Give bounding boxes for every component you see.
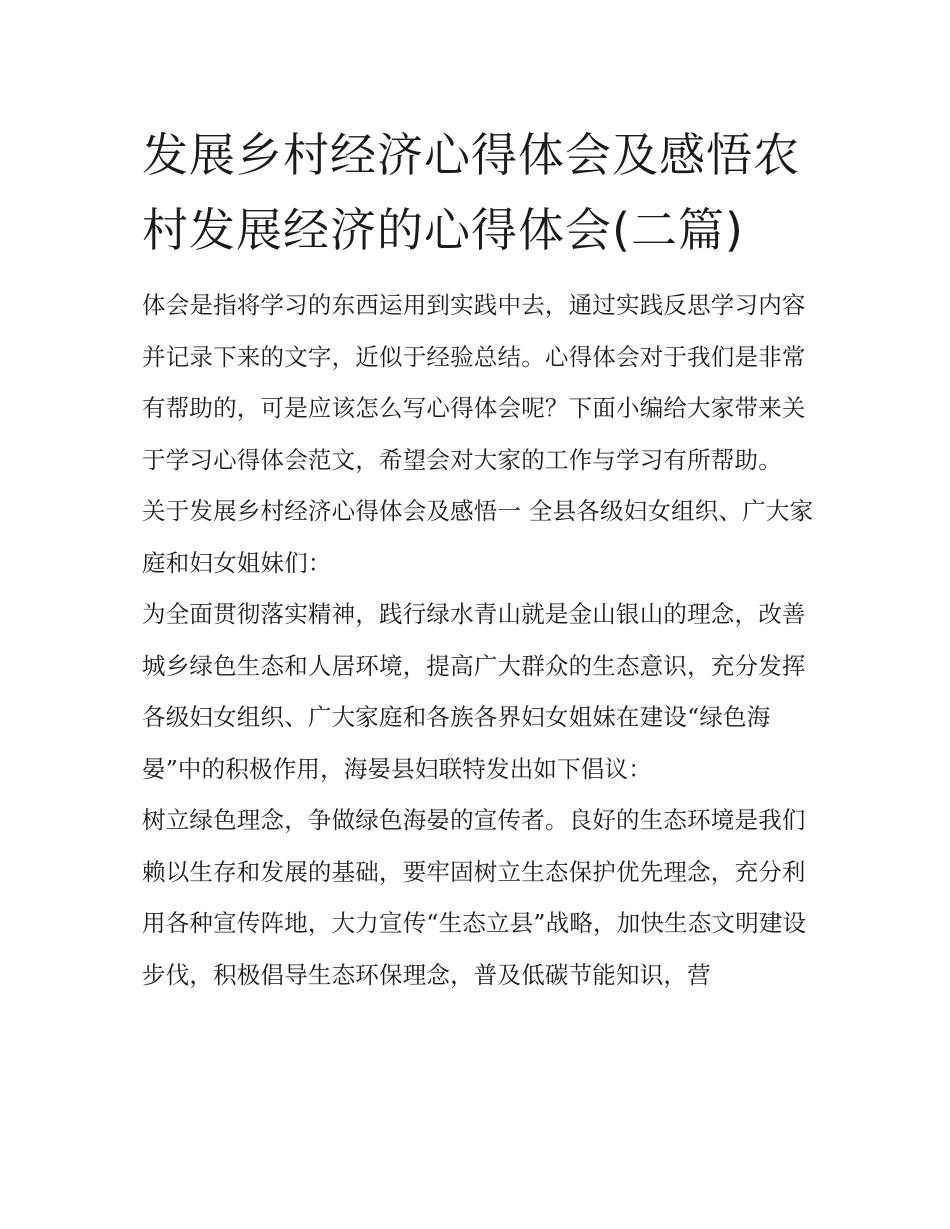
- paragraph-green-concept: 树立绿色理念，争做绿色海晏的宣传者。良好的生态环境是我们赖以生存和发展的基础，要牢固树立生态保护优先理念，充分利用各种宣传阵地，大力宣传“生态立县”战略，加快生态文明建设步伐，积极倡导生态环保理念，普及低碳节能知识，营: [142, 806, 807, 989]
- document-title: 发展乡村经济心得体会及感悟农村发展经济的心得体会(二篇): [142, 128, 800, 257]
- paragraph-purpose: 为全面贯彻落实精神，践行绿水青山就是金山银山的理念，改善城乡绿色生态和人居环境，提高广大群众的生态意识，充分发挥各级妇女组织、广大家庭和各族各界妇女姐妹在建设“绿色海晏”中的积极作用，海晏县妇联特发出如下倡议：: [142, 600, 806, 783]
- document-page: [142, 118, 814, 1001]
- paragraph-salutation: 关于发展乡村经济心得体会及感悟一 全县各级妇女组织、广大家庭和妇女姐妹们：: [142, 497, 814, 577]
- paragraph-intro: 体会是指将学习的东西运用到实践中去，通过实践反思学习内容并记录下来的文字，近似于经验总结。心得体会对于我们是非常有帮助的，可是应该怎么写心得体会呢？下面小编给大家带来关于学习心得体会范文，希望会对大家的工作与学习有所帮助。: [142, 291, 806, 474]
